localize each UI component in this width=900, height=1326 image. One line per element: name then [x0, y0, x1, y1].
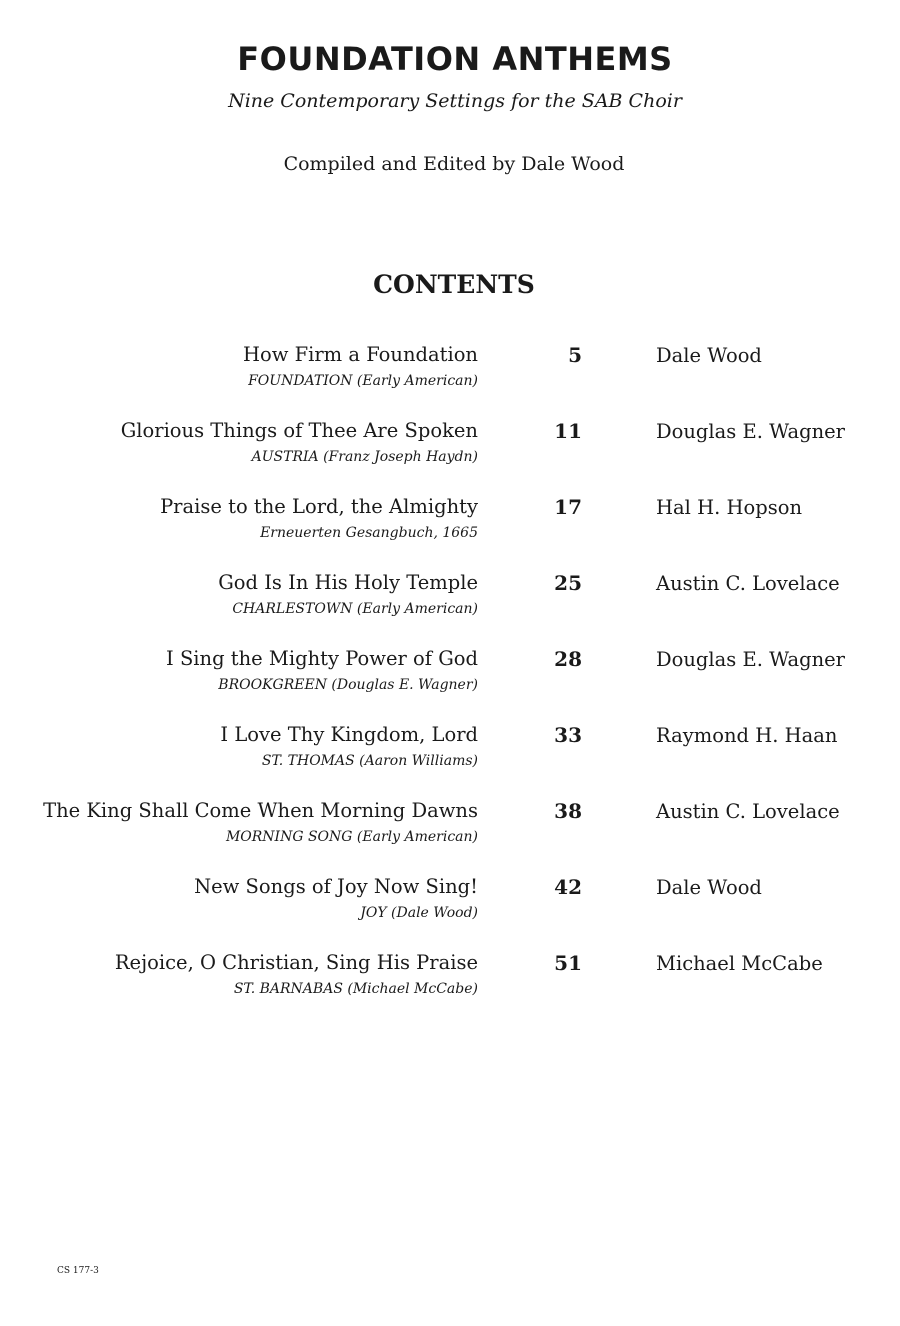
song-title: God Is In His Holy Temple	[218, 571, 478, 594]
toc-entry	[0, 571, 900, 647]
composer-name: Raymond H. Haan	[656, 724, 838, 747]
page-number: 28	[554, 647, 582, 671]
page-number: 38	[554, 799, 582, 823]
composer-name: Michael McCabe	[656, 952, 823, 975]
composer-name: Douglas E. Wagner	[656, 648, 845, 671]
composer-name: Dale Wood	[656, 344, 762, 367]
composer-name: Douglas E. Wagner	[656, 420, 845, 443]
catalog-number: CS 177-3	[57, 1266, 99, 1276]
tune-name: JOY (Dale Wood)	[360, 905, 478, 921]
song-title: New Songs of Joy Now Sing!	[194, 875, 478, 898]
composer-name: Austin C. Lovelace	[656, 800, 840, 823]
tune-name: FOUNDATION (Early American)	[248, 373, 478, 389]
book-title: FOUNDATION ANTHEMS	[237, 40, 673, 78]
song-title: I Love Thy Kingdom, Lord	[220, 723, 478, 746]
tune-name: ST. THOMAS (Aaron Williams)	[261, 753, 478, 769]
toc-entry	[0, 647, 900, 723]
contents-heading: CONTENTS	[373, 270, 535, 299]
page-number: 17	[554, 495, 582, 519]
book-subtitle: Nine Contemporary Settings for the SAB Choir	[228, 90, 682, 112]
toc-entry	[0, 343, 900, 419]
page-number: 33	[554, 723, 582, 747]
tune-name: CHARLESTOWN (Early American)	[232, 601, 478, 617]
toc-entry	[0, 875, 900, 951]
toc-entry	[0, 419, 900, 495]
toc-entry	[0, 799, 900, 875]
table-of-contents	[0, 343, 900, 1027]
toc-entry	[0, 723, 900, 799]
tune-name: ST. BARNABAS (Michael McCabe)	[233, 981, 478, 997]
tune-name: AUSTRIA (Franz Joseph Haydn)	[251, 449, 478, 465]
song-title: The King Shall Come When Morning Dawns	[43, 799, 478, 822]
song-title: I Sing the Mighty Power of God	[166, 647, 478, 670]
tune-name: MORNING SONG (Early American)	[225, 829, 478, 845]
page-number: 51	[554, 951, 582, 975]
song-title: Rejoice, O Christian, Sing His Praise	[114, 951, 478, 974]
page-number: 5	[568, 343, 582, 367]
song-title: Glorious Things of Thee Are Spoken	[120, 419, 478, 442]
composer-name: Dale Wood	[656, 876, 762, 899]
toc-entry	[0, 951, 900, 1027]
song-title: Praise to the Lord, the Almighty	[160, 495, 478, 518]
page-number: 42	[554, 875, 582, 899]
editor-credit: Compiled and Edited by Dale Wood	[283, 153, 625, 175]
composer-name: Austin C. Lovelace	[656, 572, 840, 595]
song-title: How Firm a Foundation	[242, 343, 478, 366]
toc-entry	[0, 495, 900, 571]
composer-name: Hal H. Hopson	[656, 496, 803, 519]
tune-name: Erneuerten Gesangbuch, 1665	[260, 525, 478, 541]
tune-name: BROOKGREEN (Douglas E. Wagner)	[218, 677, 478, 693]
page-number: 11	[554, 419, 582, 443]
page-number: 25	[554, 571, 582, 595]
